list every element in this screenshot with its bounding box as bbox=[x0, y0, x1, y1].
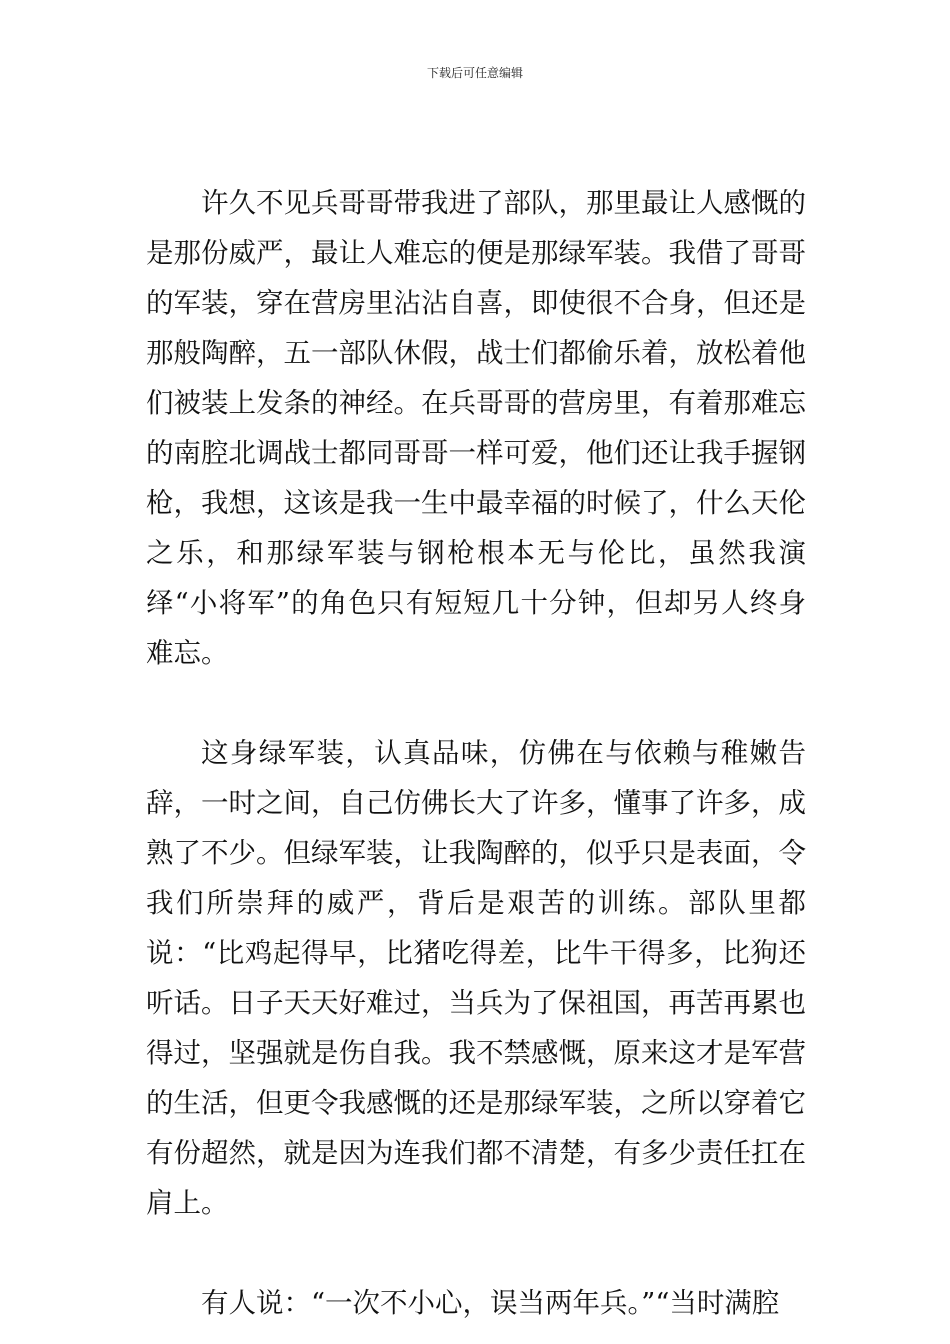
header-note: 下载后可任意编辑 bbox=[426, 66, 523, 80]
paragraph-3: 有人说：“一次不小心，误当两年兵。”“当时满腔 bbox=[201, 1287, 780, 1319]
paragraph-1: 许久不见兵哥哥带我进了部队，那里最让人感慨的是那份威严，最让人难忘的便是那绿军装。我借了哥哥的军装，穿在营房里沾沾自喜，即使很不合身，但还是那般陶醉，五一部队休假，战士们都偷乐着，放松着他们被装上发条的神经。在兵哥哥的营房里，有着那难忘的南腔北调战士都同哥哥一样可爱，他们还让我手握钢枪，我想，这该是我一生中最幸福的时候了，什么天伦之乐，和那绿军装与钢枪根本无与伦比，虽然我演绎“小将军”的角色只有短短几十分钟，但却另人终身难忘。 bbox=[146, 187, 806, 669]
document-body bbox=[146, 178, 806, 1328]
paragraph-2: 这身绿军装，认真品味，仿佛在与依赖与稚嫩告辞，一时之间，自己仿佛长大了许多，懂事了许多，成熟了不少。但绿军装，让我陶醉的，似乎只是表面，令我们所崇拜的威严，背后是艰苦的训练。部队里都说：“比鸡起得早，比猪吃得差，比牛干得多，比狗还听话。日子天天好难过，当兵为了保祖国，再苦再累也得过，坚强就是伤自我。我不禁感慨，原来这才是军营的生活，但更令我感慨的还是那绿军装，之所以穿着它有份超然，就是因为连我们都不清楚，有多少责任扛在肩上。 bbox=[146, 737, 806, 1219]
